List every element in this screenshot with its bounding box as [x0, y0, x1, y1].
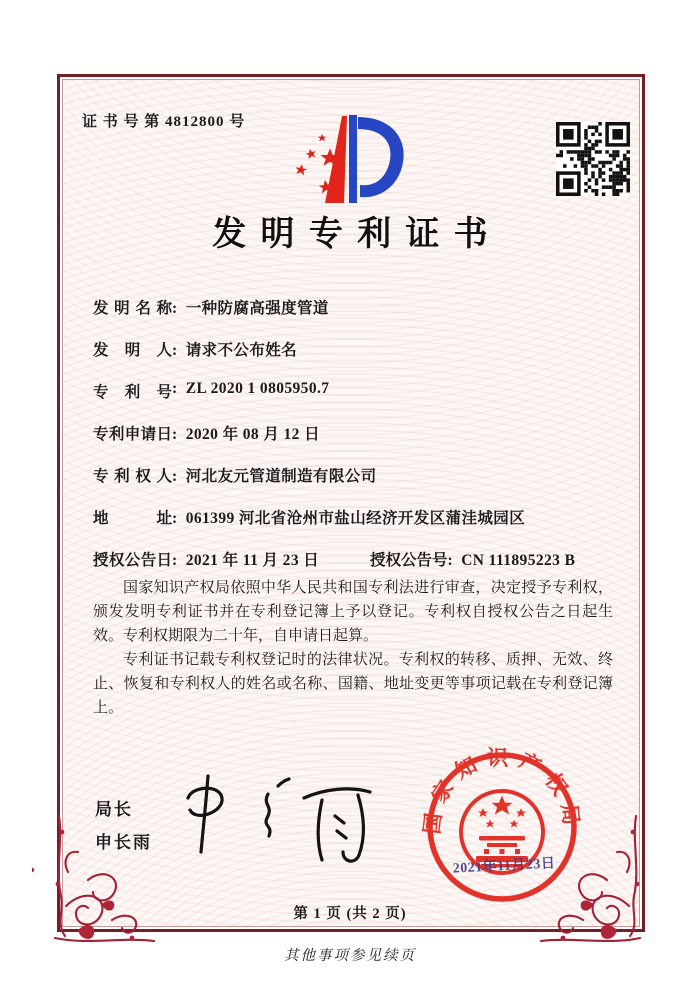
field-address: 地址: 061399 河北省沧州市盐山经济开发区蒲洼城园区 — [93, 506, 623, 548]
field-patent-number: 专利号: ZL 2020 1 0805950.7 — [93, 380, 330, 401]
field-value: 一种防腐高强度管道 — [185, 300, 329, 317]
field-label: 授权公告日 — [93, 552, 173, 569]
field-grant-number: 授权公告号: CN 111895223 B — [370, 552, 576, 569]
certificate-number: 证 书 号 第 4812800 号 — [82, 114, 246, 130]
signer-title: 局长 — [95, 800, 133, 819]
field-patentee: 专利权人: 河北友元管道制造有限公司 — [93, 464, 623, 506]
continuation-note: 其他事项参见续页 — [284, 948, 416, 964]
field-value: 2021 年 11 月 23 日 — [185, 552, 320, 569]
seal-date: 2021年11月23日 — [452, 856, 556, 877]
field-label: 专利权人 — [93, 468, 173, 485]
field-value: 2020 年 08 月 12 日 — [185, 426, 321, 443]
seal-arc-text: 国家知识产权局 — [419, 746, 585, 836]
legal-paragraph-2: 专利证书记载专利权登记时的法律状况。专利权的转移、质押、无效、终止、恢复和专利权人的姓名或名称、国籍、地址变更等事项记载在专利登记簿上。 — [93, 652, 613, 716]
field-inventor: 发明人: 请求不公布姓名 — [93, 338, 623, 380]
field-value: ZL 2020 1 0805950.7 — [185, 380, 330, 397]
signer-name: 申长雨 — [95, 833, 152, 852]
field-label: 授权公告号 — [370, 552, 448, 569]
certificate-title: 发明专利证书 — [212, 216, 502, 253]
field-label: 发明名称 — [93, 300, 173, 317]
field-list — [93, 296, 623, 590]
field-invention-name: 发明名称: 一种防腐高强度管道 — [93, 296, 623, 338]
field-label: 专利号 — [93, 384, 173, 401]
corner-ornament-left-icon — [32, 812, 157, 949]
page-number: 第 1 页 (共 2 页) — [293, 906, 407, 922]
field-value: CN 111895223 B — [461, 552, 576, 569]
corner-ornament-right-icon — [538, 812, 663, 949]
field-value: 请求不公布姓名 — [185, 342, 298, 359]
signature-graphic — [172, 768, 377, 878]
field-value: 061399 河北省沧州市盐山经济开发区蒲洼城园区 — [185, 510, 526, 527]
legal-text — [93, 576, 613, 720]
field-label: 地址 — [93, 510, 173, 527]
field-label: 专利申请日 — [93, 426, 173, 443]
field-application-date: 专利申请日: 2020 年 08 月 12 日 — [93, 422, 623, 464]
field-label: 发明人 — [93, 342, 173, 359]
qr-code — [556, 122, 630, 201]
legal-paragraph-1: 国家知识产权局依照中华人民共和国专利法进行审查，决定授予专利权，颁发发明专利证书并在专利登记簿上予以登记。专利权自授权公告之日起生效。专利权期限为二十年，自申请日起算。 — [93, 580, 613, 644]
field-grant-date: 授权公告日: 2021 年 11 月 23 日 授权公告号: CN 111895223 B — [93, 548, 623, 590]
cnipa-logo-icon — [280, 108, 415, 210]
field-value: 河北友元管道制造有限公司 — [185, 468, 377, 485]
